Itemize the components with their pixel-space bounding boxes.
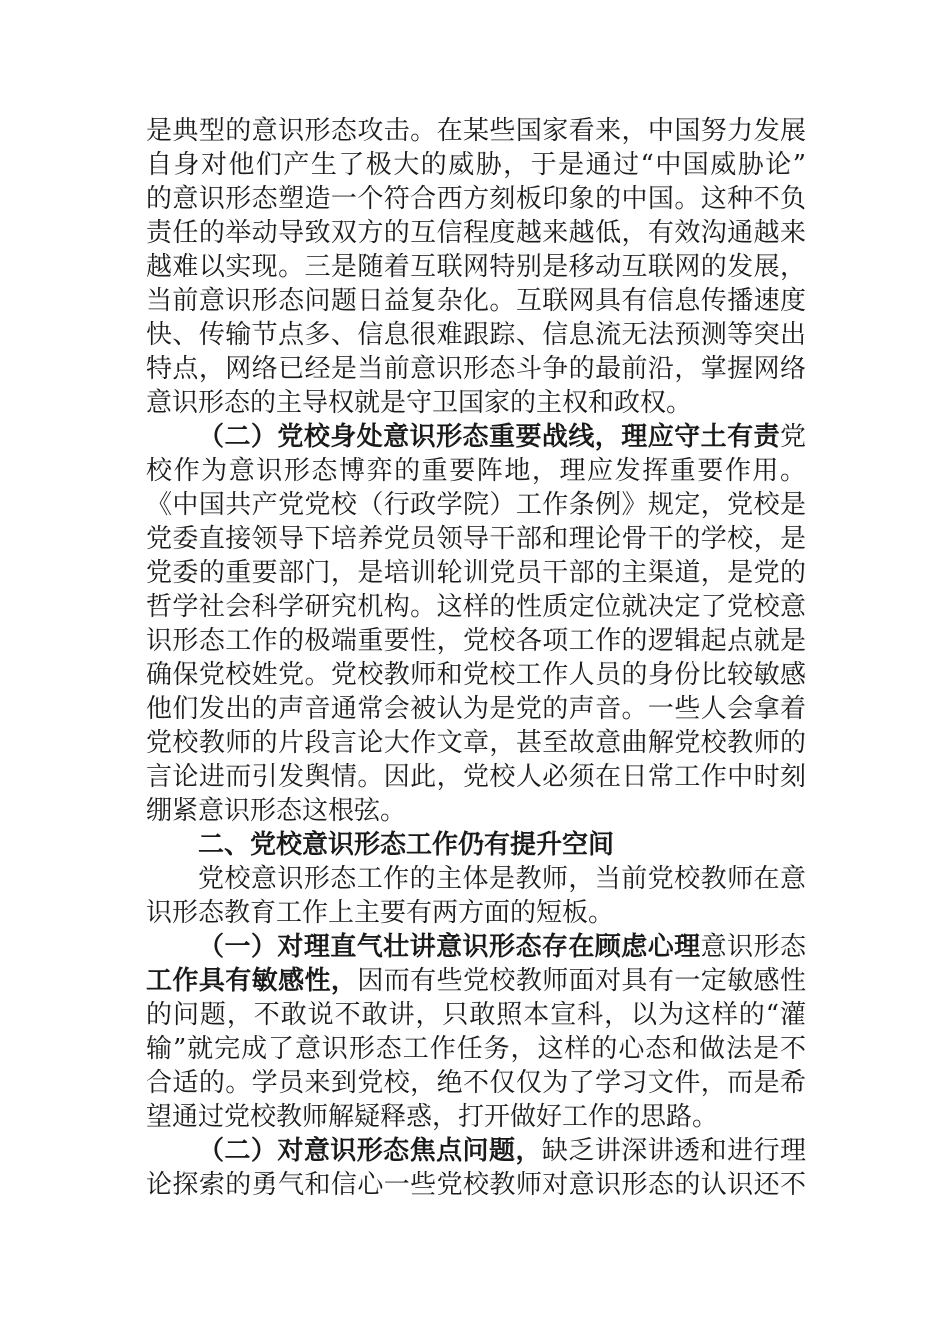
text-line: 他们发出的声音通常会被认为是党的声音。一些人会拿着 <box>146 694 806 724</box>
bold-lead-text: 工作具有敏感性， <box>146 966 358 996</box>
text-line: 越难以实现。三是随着互联网特别是移动互联网的发展， <box>146 252 806 282</box>
text-line: 识形态教育工作上主要有两方面的短板。 <box>146 898 615 928</box>
paragraph-start <box>146 930 806 964</box>
text-line: 党委的重要部门，是培训轮训党员干部的主渠道，是党的 <box>146 558 806 588</box>
paragraph-start <box>146 1134 806 1168</box>
text-line: 是典型的意识形态攻击。在某些国家看来，中国努力发展 <box>146 116 806 146</box>
text-line: 的意识形态塑造一个符合西方刻板印象的中国。这种不负 <box>146 184 806 214</box>
section-heading: 二、党校意识形态工作仍有提升空间 <box>198 830 615 860</box>
text-line: 绷紧意识形态这根弦。 <box>146 796 407 826</box>
text-line: 识形态工作的极端重要性，党校各项工作的逻辑起点就是 <box>146 626 806 656</box>
paragraph-start <box>146 420 806 454</box>
bold-lead-text: （二）对意识形态焦点问题， <box>198 1136 542 1166</box>
text-line: 校作为意识形态博弈的重要阵地，理应发挥重要作用。 <box>146 456 806 486</box>
text-line <box>146 964 806 998</box>
text-line: 当前意识形态问题日益复杂化。互联网具有信息传播速度 <box>146 286 806 316</box>
text-line: 输”就完成了意识形态工作任务，这样的心态和做法是不 <box>146 1034 806 1064</box>
text-line: 《中国共产党党校（行政学院）工作条例》规定，党校是 <box>146 490 806 520</box>
text-line: 确保党校姓党。党校教师和党校工作人员的身份比较敏感 <box>146 660 806 690</box>
text-span: 缺乏讲深讲透和进行理 <box>541 1136 806 1166</box>
text-line: 论探索的勇气和信心一些党校教师对意识形态的认识还不 <box>146 1170 806 1200</box>
text-line: 言论进而引发舆情。因此，党校人必须在日常工作中时刻 <box>146 762 806 792</box>
document-page <box>146 114 806 1202</box>
text-line: 责任的举动导致双方的互信程度越来越低，有效沟通越来 <box>146 218 806 248</box>
text-line: 党委直接领导下培养党员领导干部和理论骨干的学校，是 <box>146 524 806 554</box>
text-line: 特点，网络已经是当前意识形态斗争的最前沿，掌握网络 <box>146 354 806 384</box>
text-line: 快、传输节点多、信息很难跟踪、信息流无法预测等突出 <box>146 320 806 350</box>
paragraph-start: 党校意识形态工作的主体是教师，当前党校教师在意 <box>198 864 806 894</box>
text-line: 意识形态的主导权就是守卫国家的主权和政权。 <box>146 388 693 418</box>
text-line: 党校教师的片段言论大作文章，甚至故意曲解党校教师的 <box>146 728 806 758</box>
text-span: 因而有些党校教师面对具有一定敏感性 <box>357 966 806 996</box>
bold-lead-text: （二）党校身处意识形态重要战线，理应守土有责 <box>198 422 780 452</box>
text-line: 合适的。学员来到党校，绝不仅仅为了学习文件，而是希 <box>146 1068 806 1098</box>
text-line: 的问题，不敢说不敢讲，只敢照本宣科，以为这样的“灌 <box>146 1000 806 1030</box>
text-span: 意识形态 <box>700 932 806 962</box>
text-line: 望通过党校教师解疑释惑，打开做好工作的思路。 <box>146 1102 719 1132</box>
text-span: 党 <box>779 422 806 452</box>
text-line: 自身对他们产生了极大的威胁，于是通过“中国威胁论” <box>146 150 806 180</box>
text-line: 哲学社会科学研究机构。这样的性质定位就决定了党校意 <box>146 592 806 622</box>
bold-lead-text: （一）对理直气壮讲意识形态存在顾虑心理 <box>198 932 701 962</box>
